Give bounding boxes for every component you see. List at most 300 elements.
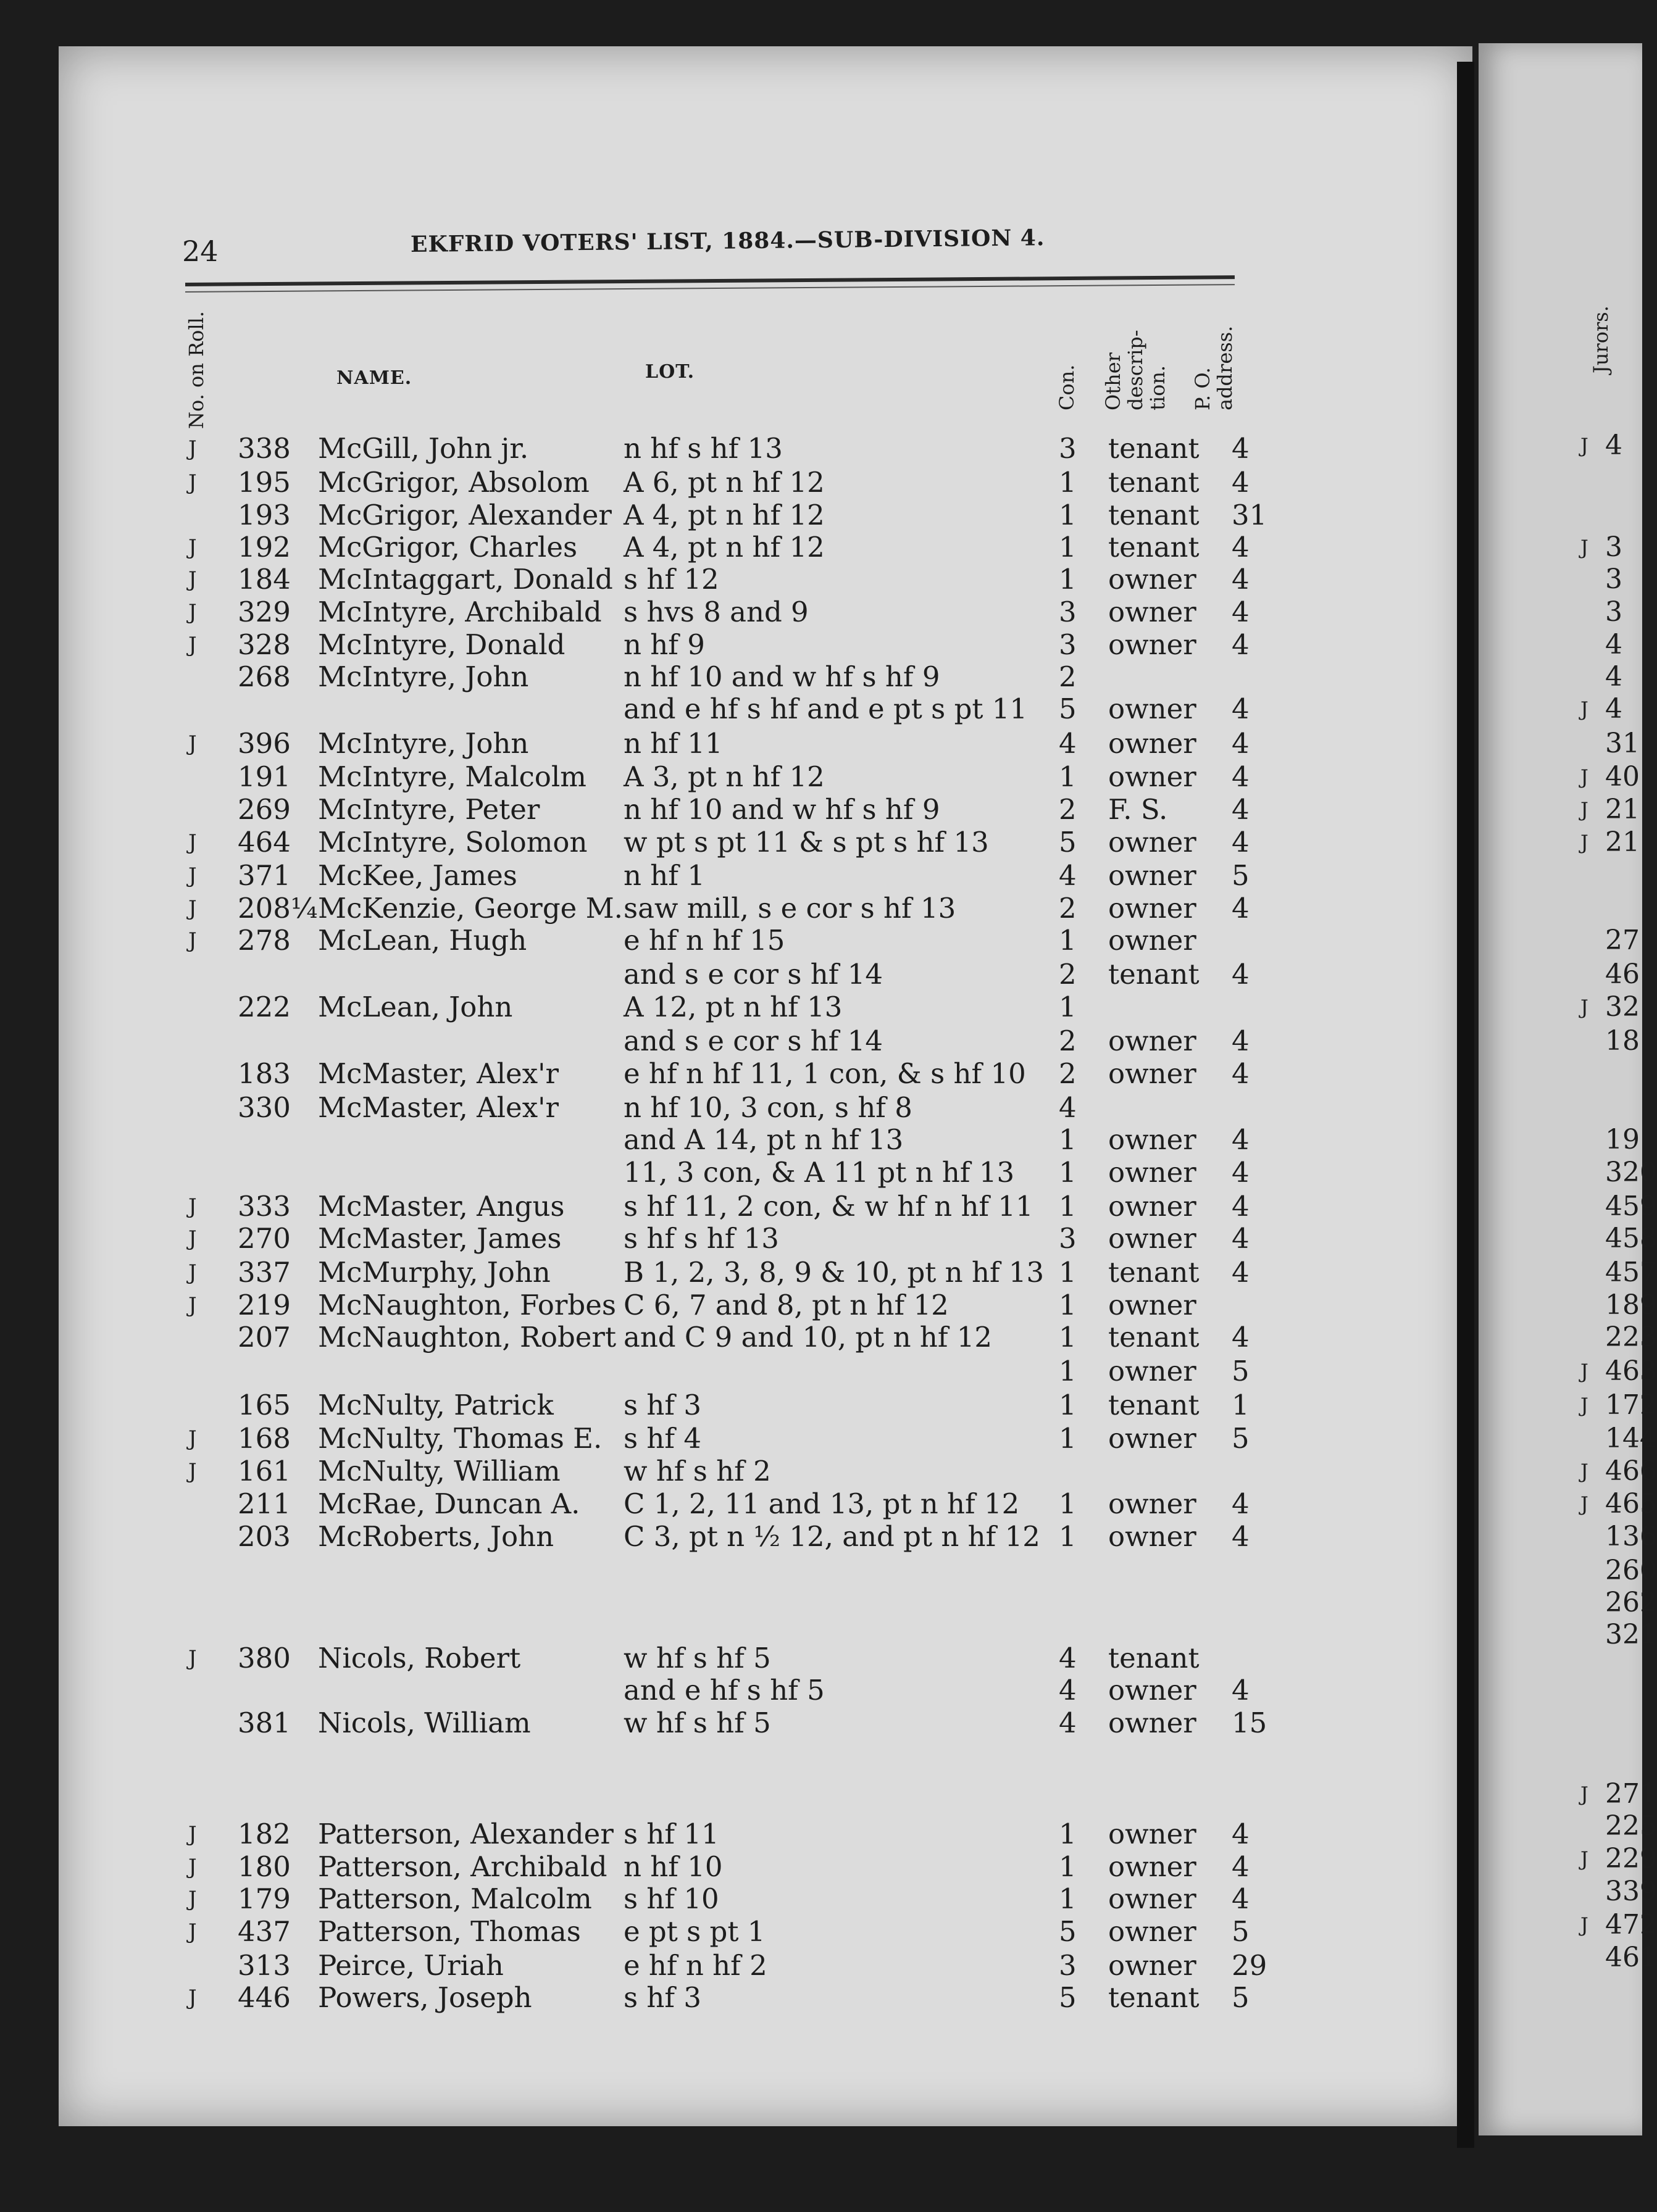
cell-other: owner bbox=[1108, 1422, 1196, 1455]
cell-other: tenant bbox=[1108, 1981, 1200, 2014]
cell-lot: e hf n hf 11, 1 con, & s hf 10 bbox=[624, 1057, 1026, 1090]
cell-name: McLean, John bbox=[318, 991, 513, 1023]
table-row bbox=[0, 1850, 1420, 1884]
cell-lot: A 12, pt n hf 13 bbox=[624, 991, 843, 1023]
cell-name: McIntyre, Solomon bbox=[318, 826, 588, 859]
cell-po: 4 bbox=[1232, 1520, 1250, 1553]
cell-con: 2 bbox=[1059, 660, 1077, 693]
cell-po: 4 bbox=[1232, 563, 1250, 596]
cell-other: owner bbox=[1108, 1487, 1196, 1520]
cell-lot: n hf 10 and w hf s hf 9 bbox=[624, 660, 940, 693]
cell-po: 29 bbox=[1232, 1949, 1267, 1982]
cell-other: owner bbox=[1108, 1949, 1196, 1982]
cell-con: 1 bbox=[1059, 1520, 1077, 1553]
cell-lot: and e hf s hf and e pt s pt 11 bbox=[624, 692, 1028, 725]
cell-lot: s hf 12 bbox=[624, 563, 719, 596]
cell-no: 211 bbox=[238, 1487, 291, 1520]
table-row bbox=[0, 563, 1420, 596]
cell-j: J bbox=[188, 896, 197, 921]
table-row bbox=[0, 1882, 1420, 1916]
right-cell-no: 457 bbox=[1605, 1257, 1657, 1288]
right-cell-no: 320 bbox=[1605, 1157, 1657, 1188]
cell-other: owner bbox=[1108, 1850, 1196, 1883]
table-row bbox=[0, 826, 1420, 859]
cell-j: J bbox=[188, 863, 197, 888]
cell-no: 183 bbox=[238, 1057, 291, 1090]
right-cell-no: 4 bbox=[1605, 693, 1622, 725]
cell-name: Patterson, Thomas bbox=[318, 1915, 581, 1948]
cell-no: 269 bbox=[238, 793, 291, 826]
cell-name: McGrigor, Absolom bbox=[318, 466, 590, 499]
cell-other: tenant bbox=[1108, 466, 1200, 499]
cell-po: 4 bbox=[1232, 1222, 1250, 1255]
cell-lot: n hf s hf 13 bbox=[624, 432, 783, 465]
cell-po: 4 bbox=[1232, 1156, 1250, 1189]
cell-lot: C 1, 2, 11 and 13, pt n hf 12 bbox=[624, 1487, 1020, 1520]
table-row bbox=[0, 1915, 1420, 1948]
cell-con: 1 bbox=[1059, 1882, 1077, 1915]
cell-con: 5 bbox=[1059, 826, 1077, 859]
cell-name: Patterson, Malcolm bbox=[318, 1882, 592, 1915]
cell-lot: B 1, 2, 3, 8, 9 & 10, pt n hf 13 bbox=[624, 1256, 1045, 1289]
cell-j: J bbox=[188, 470, 197, 495]
cell-other: tenant bbox=[1108, 499, 1200, 531]
cell-other: F. S. bbox=[1108, 793, 1168, 826]
table-row bbox=[0, 1025, 1420, 1058]
cell-con: 1 bbox=[1059, 466, 1077, 499]
cell-j: J bbox=[188, 1426, 197, 1451]
table-row bbox=[0, 1222, 1420, 1255]
cell-other: tenant bbox=[1108, 531, 1200, 563]
table-row bbox=[0, 892, 1420, 925]
cell-no: 208¼ bbox=[238, 892, 318, 925]
cell-other: owner bbox=[1108, 1520, 1196, 1553]
cell-j: J bbox=[188, 535, 197, 560]
cell-other: owner bbox=[1108, 826, 1196, 859]
table-row bbox=[0, 727, 1420, 760]
cell-other: tenant bbox=[1108, 958, 1200, 991]
table-row bbox=[0, 660, 1420, 694]
cell-po: 4 bbox=[1232, 1882, 1250, 1915]
cell-no: 180 bbox=[238, 1850, 291, 1883]
cell-lot: s hf 3 bbox=[624, 1389, 701, 1421]
cell-lot: w pt s pt 11 & s pt s hf 13 bbox=[624, 826, 989, 859]
cell-con: 5 bbox=[1059, 692, 1077, 725]
cell-con: 1 bbox=[1059, 1355, 1077, 1387]
cell-j: J bbox=[188, 1194, 197, 1219]
cell-con: 1 bbox=[1059, 1123, 1077, 1156]
cell-con: 4 bbox=[1059, 1642, 1077, 1674]
table-row bbox=[0, 1455, 1420, 1488]
cell-lot: s hf 11, 2 con, & w hf n hf 11 bbox=[624, 1190, 1033, 1223]
right-cell-no: 339 bbox=[1605, 1876, 1657, 1907]
cell-name: McMaster, James bbox=[318, 1222, 562, 1255]
cell-no: 371 bbox=[238, 859, 291, 892]
right-cell-no: 189 bbox=[1605, 1289, 1657, 1321]
cell-con: 1 bbox=[1059, 563, 1077, 596]
cell-name: McLean, Hugh bbox=[318, 924, 527, 957]
cell-other: owner bbox=[1108, 1222, 1196, 1255]
cell-po: 4 bbox=[1232, 1321, 1250, 1353]
cell-con: 1 bbox=[1059, 1289, 1077, 1321]
cell-po: 4 bbox=[1232, 531, 1250, 563]
cell-po: 4 bbox=[1232, 958, 1250, 991]
right-cell-no: 31 bbox=[1605, 728, 1640, 759]
right-cell-no: 321 bbox=[1605, 1619, 1657, 1650]
cell-no: 222 bbox=[238, 991, 291, 1023]
cell-other: owner bbox=[1108, 1355, 1196, 1387]
cell-no: 179 bbox=[238, 1882, 291, 1915]
cell-po: 4 bbox=[1232, 1057, 1250, 1090]
cell-po: 4 bbox=[1232, 692, 1250, 725]
cell-other: owner bbox=[1108, 1707, 1196, 1739]
table-row bbox=[0, 760, 1420, 794]
right-cell-no: 262 bbox=[1605, 1587, 1657, 1618]
right-cell-no: 461 bbox=[1605, 1942, 1657, 1973]
cell-other: owner bbox=[1108, 628, 1196, 661]
table-row bbox=[0, 1190, 1420, 1223]
cell-con: 1 bbox=[1059, 531, 1077, 563]
table-row bbox=[0, 1674, 1420, 1707]
cell-po: 4 bbox=[1232, 596, 1250, 628]
cell-lot: and C 9 and 10, pt n hf 12 bbox=[624, 1321, 993, 1353]
cell-no: 446 bbox=[238, 1981, 291, 2014]
cell-po: 4 bbox=[1232, 793, 1250, 826]
cell-no: 396 bbox=[238, 727, 291, 760]
cell-other: owner bbox=[1108, 1289, 1196, 1321]
cell-other: tenant bbox=[1108, 1321, 1200, 1353]
cell-con: 1 bbox=[1059, 1818, 1077, 1850]
cell-name: McNaughton, Robert bbox=[318, 1321, 617, 1353]
cell-lot: saw mill, s e cor s hf 13 bbox=[624, 892, 956, 925]
cell-name: Nicols, William bbox=[318, 1707, 531, 1739]
table-row bbox=[0, 1707, 1420, 1740]
cell-con: 3 bbox=[1059, 628, 1077, 661]
cell-lot: e hf n hf 15 bbox=[624, 924, 785, 957]
cell-no: 193 bbox=[238, 499, 291, 531]
cell-name: Patterson, Alexander bbox=[318, 1818, 614, 1850]
right-cell-j: J bbox=[1580, 1492, 1588, 1516]
right-cell-no: 21 bbox=[1605, 826, 1640, 858]
right-cell-no: 19 bbox=[1605, 1124, 1640, 1155]
right-cell-no: 144 bbox=[1605, 1423, 1657, 1454]
table-row bbox=[0, 1949, 1420, 1982]
table-row bbox=[0, 991, 1420, 1024]
right-cell-j: J bbox=[1580, 697, 1588, 721]
cell-j: J bbox=[188, 567, 197, 592]
cell-other: owner bbox=[1108, 760, 1196, 793]
cell-no: 191 bbox=[238, 760, 291, 793]
cell-po: 5 bbox=[1232, 1915, 1250, 1948]
cell-no: 207 bbox=[238, 1321, 291, 1353]
cell-name: McIntyre, Peter bbox=[318, 793, 540, 826]
cell-po: 1 bbox=[1232, 1389, 1250, 1421]
cell-no: 337 bbox=[238, 1256, 291, 1289]
cell-j: J bbox=[188, 830, 197, 855]
cell-name: McIntaggart, Donald bbox=[318, 563, 613, 596]
table-row bbox=[0, 432, 1420, 465]
cell-no: 333 bbox=[238, 1190, 291, 1223]
right-cell-no: 32 bbox=[1605, 991, 1640, 1023]
right-cell-no: 46 bbox=[1605, 958, 1640, 990]
cell-no: 192 bbox=[238, 531, 291, 563]
table-row bbox=[0, 1487, 1420, 1521]
right-cell-no: 223 bbox=[1605, 1321, 1657, 1353]
cell-lot: s hf 11 bbox=[624, 1818, 719, 1850]
cell-po: 5 bbox=[1232, 1981, 1250, 2014]
column-header-other: Other descrip- tion. bbox=[1101, 330, 1169, 410]
cell-name: McMaster, Alex'r bbox=[318, 1057, 559, 1090]
cell-other: owner bbox=[1108, 1123, 1196, 1156]
right-cell-j: J bbox=[1580, 434, 1588, 457]
cell-j: J bbox=[188, 1260, 197, 1285]
cell-no: 313 bbox=[238, 1949, 291, 1982]
right-cell-no: 466 bbox=[1605, 1455, 1657, 1487]
cell-no: 381 bbox=[238, 1707, 291, 1739]
cell-con: 1 bbox=[1059, 1422, 1077, 1455]
cell-lot: e hf n hf 2 bbox=[624, 1949, 767, 1982]
cell-other: owner bbox=[1108, 692, 1196, 725]
table-row bbox=[0, 1642, 1420, 1675]
cell-po: 4 bbox=[1232, 628, 1250, 661]
cell-con: 2 bbox=[1059, 1025, 1077, 1057]
cell-lot: e pt s pt 1 bbox=[624, 1915, 766, 1948]
cell-no: 161 bbox=[238, 1455, 291, 1487]
cell-name: McGill, John jr. bbox=[318, 432, 529, 465]
table-row bbox=[0, 1091, 1420, 1125]
cell-name: McMaster, Alex'r bbox=[318, 1091, 559, 1124]
cell-no: 184 bbox=[238, 563, 291, 596]
right-cell-no: 229 bbox=[1605, 1843, 1657, 1874]
cell-j: J bbox=[188, 1822, 197, 1847]
column-header-lot: LOT. bbox=[645, 361, 695, 383]
right-cell-no: 3 bbox=[1605, 563, 1622, 595]
cell-name: Powers, Joseph bbox=[318, 1981, 532, 2014]
cell-po: 4 bbox=[1232, 1850, 1250, 1883]
cell-j: J bbox=[188, 731, 197, 756]
cell-other: owner bbox=[1108, 1190, 1196, 1223]
cell-lot: w hf s hf 5 bbox=[624, 1707, 771, 1739]
cell-name: McIntyre, Donald bbox=[318, 628, 566, 661]
cell-po: 4 bbox=[1232, 1818, 1250, 1850]
cell-j: J bbox=[188, 1887, 197, 1911]
cell-po: 5 bbox=[1232, 1355, 1250, 1387]
cell-con: 2 bbox=[1059, 1057, 1077, 1090]
cell-name: McIntyre, Malcolm bbox=[318, 760, 586, 793]
right-cell-no: 271 bbox=[1605, 1778, 1657, 1810]
right-cell-j: J bbox=[1580, 1913, 1588, 1937]
table-row bbox=[0, 859, 1420, 892]
right-cell-no: 3 bbox=[1605, 531, 1622, 563]
cell-no: 278 bbox=[238, 924, 291, 957]
cell-other: owner bbox=[1108, 1818, 1196, 1850]
cell-j: J bbox=[188, 1855, 197, 1879]
cell-po: 4 bbox=[1232, 892, 1250, 925]
cell-con: 4 bbox=[1059, 1707, 1077, 1739]
cell-con: 1 bbox=[1059, 1850, 1077, 1883]
cell-lot: s hf s hf 13 bbox=[624, 1222, 779, 1255]
cell-other: tenant bbox=[1108, 1642, 1200, 1674]
cell-other: owner bbox=[1108, 1915, 1196, 1948]
table-row bbox=[0, 1123, 1420, 1157]
cell-j: J bbox=[188, 928, 197, 953]
cell-name: McIntyre, John bbox=[318, 660, 529, 693]
cell-name: McIntyre, John bbox=[318, 727, 529, 760]
table-row bbox=[0, 958, 1420, 991]
cell-con: 1 bbox=[1059, 1256, 1077, 1289]
cell-con: 4 bbox=[1059, 1674, 1077, 1707]
cell-name: Peirce, Uriah bbox=[318, 1949, 504, 1982]
right-cell-no: 4 bbox=[1605, 430, 1622, 461]
table-row bbox=[0, 499, 1420, 532]
right-cell-j: J bbox=[1580, 765, 1588, 789]
cell-j: J bbox=[188, 436, 197, 461]
cell-name: Patterson, Archibald bbox=[318, 1850, 607, 1883]
cell-no: 268 bbox=[238, 660, 291, 693]
cell-con: 4 bbox=[1059, 727, 1077, 760]
cell-con: 1 bbox=[1059, 1389, 1077, 1421]
right-cell-no: 172 bbox=[1605, 1389, 1657, 1421]
cell-no: 270 bbox=[238, 1222, 291, 1255]
cell-lot: n hf 9 bbox=[624, 628, 705, 661]
cell-lot: and e hf s hf 5 bbox=[624, 1674, 825, 1707]
cell-po: 4 bbox=[1232, 1256, 1250, 1289]
right-cell-j: J bbox=[1580, 1847, 1588, 1871]
table-row bbox=[0, 1256, 1420, 1289]
cell-po: 4 bbox=[1232, 826, 1250, 859]
table-row bbox=[0, 628, 1420, 662]
right-cell-j: J bbox=[1580, 1394, 1588, 1417]
table-row bbox=[0, 1057, 1420, 1091]
right-cell-no: 40 bbox=[1605, 761, 1640, 792]
cell-con: 1 bbox=[1059, 1321, 1077, 1353]
right-cell-j: J bbox=[1580, 1460, 1588, 1483]
right-cell-j: J bbox=[1580, 996, 1588, 1019]
cell-lot: n hf 11 bbox=[624, 727, 723, 760]
table-row bbox=[0, 596, 1420, 629]
right-cell-j: J bbox=[1580, 798, 1588, 821]
cell-con: 2 bbox=[1059, 892, 1077, 925]
cell-con: 4 bbox=[1059, 859, 1077, 892]
book-gutter bbox=[1457, 62, 1474, 2148]
right-cell-no: 4 bbox=[1605, 629, 1622, 660]
cell-con: 1 bbox=[1059, 499, 1077, 531]
cell-name: McNulty, Patrick bbox=[318, 1389, 554, 1421]
cell-po: 15 bbox=[1232, 1707, 1267, 1739]
column-header-name: NAME. bbox=[336, 367, 412, 389]
right-cell-j: J bbox=[1580, 536, 1588, 559]
cell-j: J bbox=[188, 1985, 197, 2010]
cell-lot: A 4, pt n hf 12 bbox=[624, 531, 825, 563]
cell-no: 329 bbox=[238, 596, 291, 628]
cell-lot: s hf 10 bbox=[624, 1882, 719, 1915]
page-title: EKFRID VOTERS' LIST, 1884.—SUB-DIVISION 4. bbox=[410, 225, 1045, 257]
cell-lot: and s e cor s hf 14 bbox=[624, 1025, 883, 1057]
cell-po: 4 bbox=[1232, 432, 1250, 465]
cell-po: 4 bbox=[1232, 1123, 1250, 1156]
cell-other: owner bbox=[1108, 1156, 1196, 1189]
cell-po: 4 bbox=[1232, 727, 1250, 760]
cell-name: McKenzie, George M. bbox=[318, 892, 623, 925]
cell-lot: C 3, pt n ½ 12, and pt n hf 12 bbox=[624, 1520, 1040, 1553]
cell-con: 3 bbox=[1059, 432, 1077, 465]
table-row bbox=[0, 1981, 1420, 2014]
cell-no: 165 bbox=[238, 1389, 291, 1421]
table-row bbox=[0, 1289, 1420, 1322]
right-cell-j: J bbox=[1580, 1782, 1588, 1806]
cell-name: McRae, Duncan A. bbox=[318, 1487, 580, 1520]
cell-lot: n hf 10 and w hf s hf 9 bbox=[624, 793, 940, 826]
cell-other: owner bbox=[1108, 1025, 1196, 1057]
cell-con: 5 bbox=[1059, 1915, 1077, 1948]
cell-con: 2 bbox=[1059, 958, 1077, 991]
cell-con: 4 bbox=[1059, 1091, 1077, 1124]
table-row bbox=[0, 924, 1420, 957]
cell-j: J bbox=[188, 1226, 197, 1251]
cell-other: owner bbox=[1108, 1057, 1196, 1090]
cell-po: 4 bbox=[1232, 466, 1250, 499]
cell-po: 4 bbox=[1232, 760, 1250, 793]
cell-lot: A 4, pt n hf 12 bbox=[624, 499, 825, 531]
column-header-roll: No. on Roll. bbox=[185, 310, 208, 429]
table-row bbox=[0, 1818, 1420, 1851]
right-cell-no: 136 bbox=[1605, 1521, 1657, 1552]
cell-no: 328 bbox=[238, 628, 291, 661]
cell-lot: w hf s hf 5 bbox=[624, 1642, 771, 1674]
table-row bbox=[0, 466, 1420, 499]
cell-no: 219 bbox=[238, 1289, 291, 1321]
cell-lot: n hf 10, 3 con, s hf 8 bbox=[624, 1091, 912, 1124]
cell-lot: s hvs 8 and 9 bbox=[624, 596, 809, 628]
cell-lot: n hf 1 bbox=[624, 859, 705, 892]
cell-lot: s hf 3 bbox=[624, 1981, 701, 2014]
cell-other: owner bbox=[1108, 727, 1196, 760]
cell-name: McNaughton, Forbes bbox=[318, 1289, 616, 1321]
table-row bbox=[0, 531, 1420, 564]
cell-name: McRoberts, John bbox=[318, 1520, 554, 1553]
cell-no: 338 bbox=[238, 432, 291, 465]
cell-j: J bbox=[188, 1459, 197, 1484]
table-row bbox=[0, 1321, 1420, 1354]
column-header-jurors: Jurors. bbox=[1589, 306, 1613, 373]
cell-name: McIntyre, Archibald bbox=[318, 596, 602, 628]
cell-no: 182 bbox=[238, 1818, 291, 1850]
cell-name: McMurphy, John bbox=[318, 1256, 551, 1289]
cell-lot: n hf 10 bbox=[624, 1850, 723, 1883]
right-cell-no: 472 bbox=[1605, 1909, 1657, 1940]
cell-con: 2 bbox=[1059, 793, 1077, 826]
cell-con: 1 bbox=[1059, 760, 1077, 793]
cell-con: 1 bbox=[1059, 1190, 1077, 1223]
cell-lot: A 3, pt n hf 12 bbox=[624, 760, 825, 793]
cell-lot: s hf 4 bbox=[624, 1422, 701, 1455]
right-cell-no: 458 bbox=[1605, 1223, 1657, 1254]
right-cell-no: 18 bbox=[1605, 1025, 1640, 1057]
cell-con: 3 bbox=[1059, 596, 1077, 628]
column-header-po: P. O. address. bbox=[1191, 325, 1237, 410]
cell-j: J bbox=[188, 1646, 197, 1671]
right-cell-no: 4 bbox=[1605, 661, 1622, 692]
cell-name: Nicols, Robert bbox=[318, 1642, 521, 1674]
cell-no: 168 bbox=[238, 1422, 291, 1455]
table-row bbox=[0, 1389, 1420, 1422]
right-cell-no: 465 bbox=[1605, 1488, 1657, 1520]
cell-lot: and s e cor s hf 14 bbox=[624, 958, 883, 991]
cell-other: tenant bbox=[1108, 432, 1200, 465]
table-row bbox=[0, 1355, 1420, 1388]
column-header-con: Con. bbox=[1055, 364, 1079, 410]
cell-other: owner bbox=[1108, 859, 1196, 892]
